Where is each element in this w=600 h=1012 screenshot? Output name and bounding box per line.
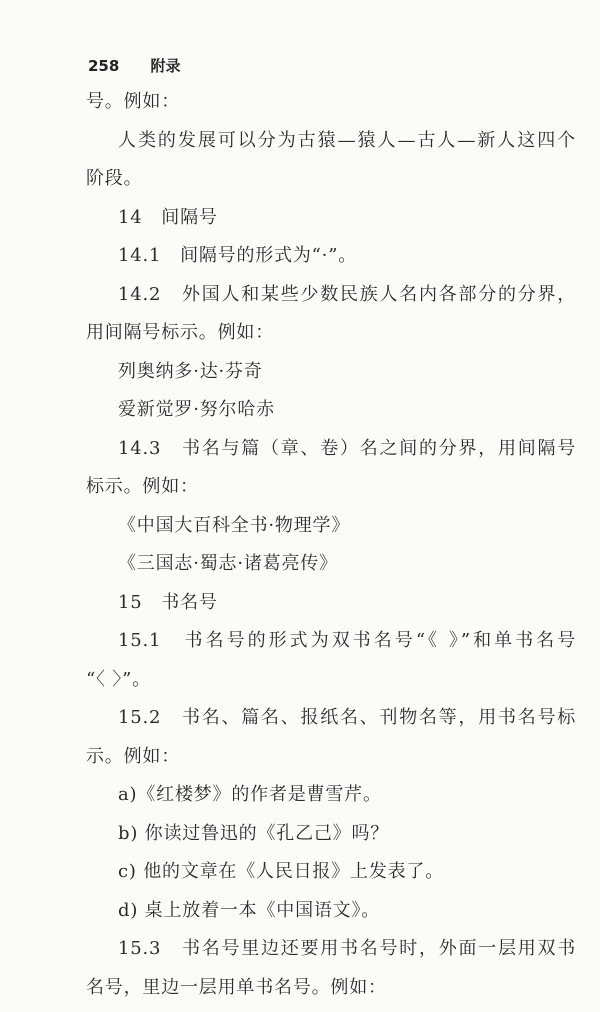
text-line: b) 你读过鲁迅的《孔乙己》吗？ xyxy=(86,820,576,859)
text-line: 《三国志·蜀志·诸葛亮传》 xyxy=(86,550,576,589)
text-line: 标示。例如： xyxy=(86,473,576,512)
text-line: c) 他的文章在《人民日报》上发表了。 xyxy=(86,858,576,897)
text-line: 14.3 书名与篇（章、卷）名之间的分界，用间隔号 xyxy=(86,435,576,474)
text-line: 15.3 书名号里边还要用书名号时，外面一层用双书 xyxy=(86,935,576,974)
page-header xyxy=(88,55,181,76)
text-line: 阶段。 xyxy=(86,165,576,204)
text-line: 14.2 外国人和某些少数民族人名内各部分的分界， xyxy=(86,281,576,320)
text-line: 用间隔号标示。例如： xyxy=(86,319,576,358)
text-line: 名号，里边一层用单书名号。例如： xyxy=(86,974,576,1012)
text-line: 示。例如： xyxy=(86,743,576,782)
text-line: 15.2 书名、篇名、报纸名、刊物名等，用书名号标 xyxy=(86,704,576,743)
text-line: 爱新觉罗·努尔哈赤 xyxy=(86,396,576,435)
text-line: 14 间隔号 xyxy=(86,204,576,243)
text-line: 号。例如： xyxy=(86,88,576,127)
text-line: 15 书名号 xyxy=(86,589,576,628)
text-line: 列奥纳多·达·芬奇 xyxy=(86,358,576,397)
text-line: 人类的发展可以分为古猿—猿人—古人—新人这四个 xyxy=(86,127,576,166)
text-line: 14.1 间隔号的形式为“·”。 xyxy=(86,242,576,281)
text-line: 《中国大百科全书·物理学》 xyxy=(86,512,576,551)
text-line: a)《红楼梦》的作者是曹雪芹。 xyxy=(86,781,576,820)
page-number: 258 xyxy=(88,57,119,75)
text-line: “〈 〉”。 xyxy=(86,666,576,705)
page-body xyxy=(86,88,576,1012)
text-line: 15.1 书名号的形式为双书名号“《 》”和单书名号 xyxy=(86,627,576,666)
text-line: d) 桌上放着一本《中国语文》。 xyxy=(86,897,576,936)
section-title: 附录 xyxy=(151,55,181,76)
